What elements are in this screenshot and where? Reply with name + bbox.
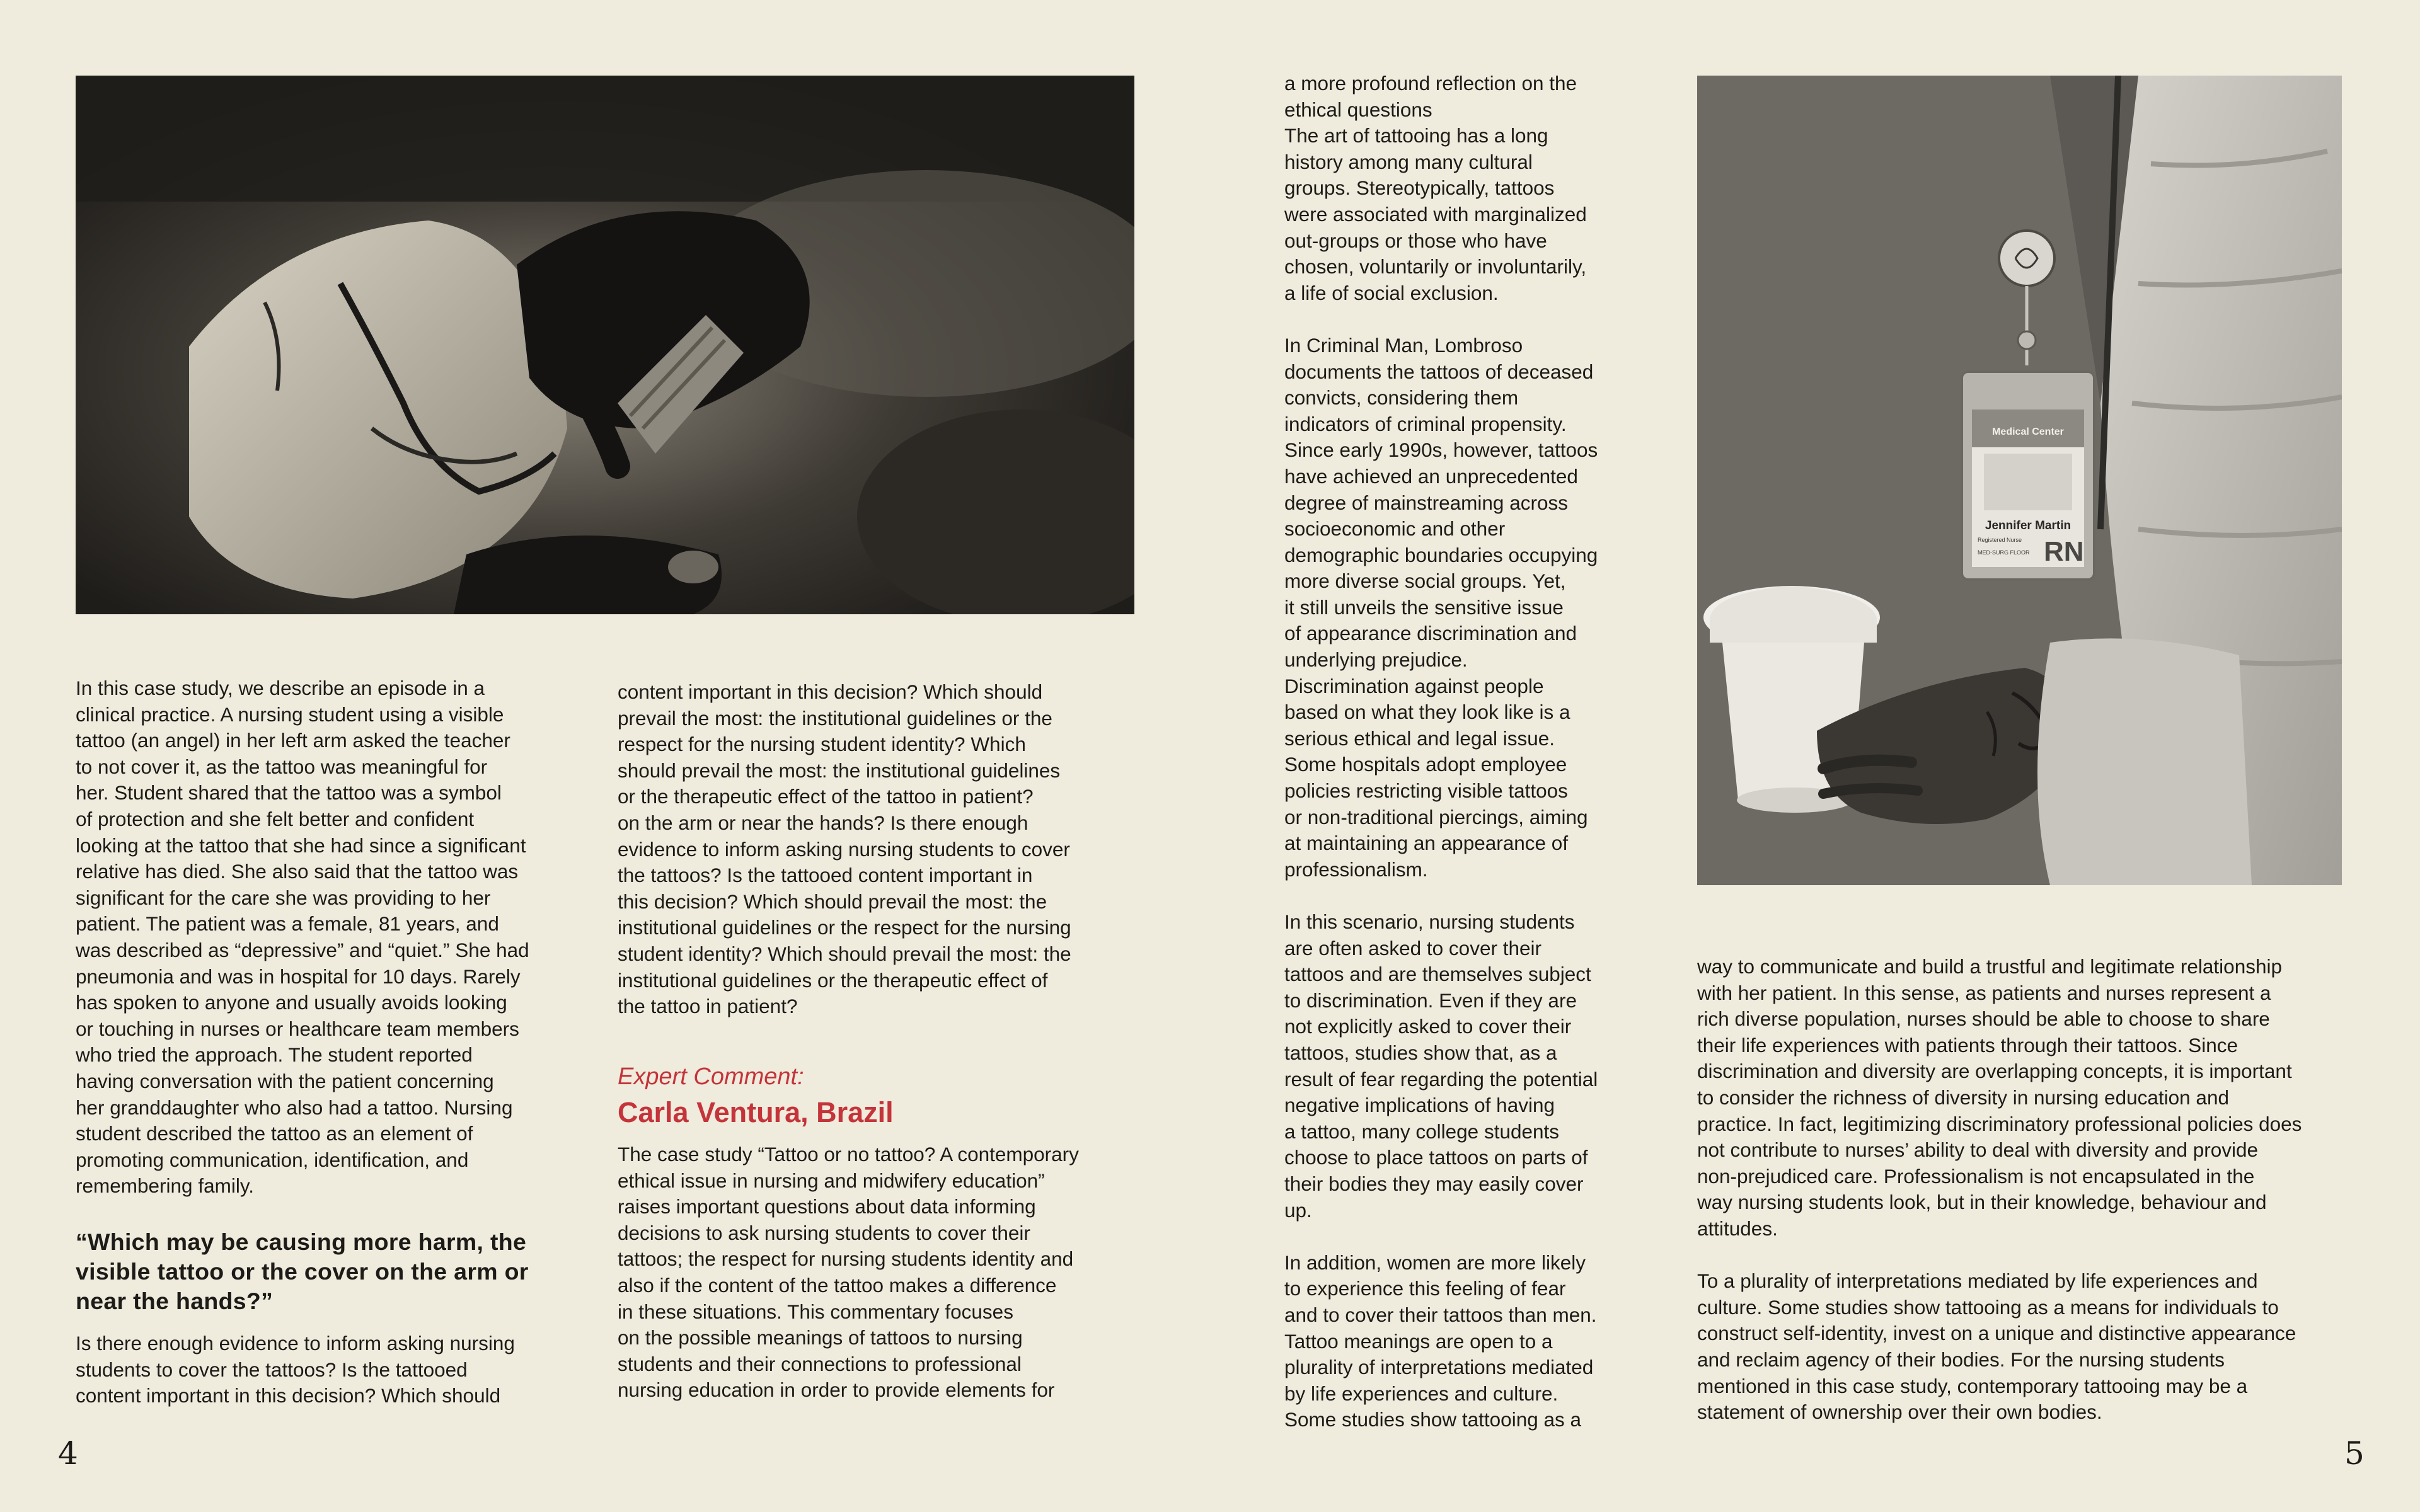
nurse-badge-photo: [1697, 76, 2342, 885]
case-study-intro: In this case study, we describe an episode in a clinical practice. A nursing student using a visible tattoo (an angel) in her left arm asked the teacher to not cover it, as the tattoo was meaningful for her. Student shared that the tattoo was a symbol of protection and she felt better and confident looking at the tattoo that she had since a significant relative has died. She also said that the tattoo was significant for the care she was providing to her patient. The patient was a female, 81 years, and was described as “depressive” and “quiet.” She had pneumonia and was in hospital for 10 days. Rarely has spoken to anyone and usually avoids looking or touching in nurses or healthcare team members who tried the approach. The student reported having conversation with the patient concerning her granddaughter who also had a tattoo. Nursing student described the tattoo as an element of promoting communication, identification, and remembering family.: [76, 677, 529, 1198]
diversity-text: way to communicate and build a trustful and legitimate relationship with her patient. In this sense, as patients and nurses represent a rich diverse population, nurses should be able to choose to share their life experiences with patients through their tattoos. Since discrimination and diversity are overlapping concepts, it is important to consider the richness of diversity in nursing education and practice. In fact, legitimizing discriminatory professional policies does not contribute to nurses’ ability to deal with diversity and provide non-prejudiced care. Professionalism is not encapsulated in the way nursing students look, but in their knowledge, behaviour and attitudes. To a plurality of interpretations mediated by life experiences and culture. Some studies show tattooing as a means for individuals to construct self-identity, invest on a unique and distinctive appearance and reclaim agency of their bodies. For the nursing students mentioned in this case study, contemporary tattooing may be a statement of ownership over their own bodies.: [1697, 955, 2302, 1424]
tattoo-artist-photo: [76, 76, 1134, 614]
page-number-left: 4: [58, 1435, 78, 1472]
badge-credential: RN: [2044, 536, 2084, 567]
expert-name-heading: Carla Ventura, Brazil: [618, 1096, 894, 1128]
after-quote-text: Is there enough evidence to inform asking nursing students to cover the tattoos? Is the tattooed content important in this decision? Which should: [76, 1332, 515, 1407]
badge-name: Jennifer Martin: [1985, 519, 2071, 532]
badge-header: Medical Center: [1992, 427, 2064, 437]
expert-comment-text: The case study “Tattoo or no tattoo? A contemporary ethical issue in nursing and midwifery education” raises important questions about data informing decisions to ask nursing students to cover their tattoos; the respect for nursing students identity and also if the content of the tattoo makes a difference in these situations. This commentary focuses on the possible meanings of tattoos to nursing students and their connections to professional nursing education in order to provide elements for: [618, 1143, 1079, 1402]
badge-role: Registered Nurse: [1978, 537, 2022, 543]
expert-comment-label: Expert Comment:: [618, 1063, 804, 1090]
badge-unit: MED-SURG FLOOR: [1978, 549, 2030, 556]
page-number-right: 5: [2344, 1435, 2365, 1472]
pull-quote: “Which may be causing more harm, the visible tattoo or the cover on the arm or near the hands?”: [76, 1228, 529, 1314]
tattoo-history-text: a more profound reflection on the ethical questions The art of tattooing has a long history among many cultural groups. Stereotypically, tattoos were associated with marginalized out-groups or those who have chosen, voluntarily or involuntarily, a life of social exclusion. In Criminal Man, Lombroso documents the tattoos of deceased convicts, considering them indicators of criminal propensity. Since early 1990s, however, tattoos have achieved an unprecedented degree of mainstreaming across socioeconomic and other demographic boundaries occupying more diverse social groups. Yet, it still unveils the sensitive issue of appearance discrimination and underlying prejudice. Discrimination against people based on what they look like is a serious ethical and legal issue. Some hospitals adopt employee policies restricting visible tattoos or non-traditional piercings, aiming at maintaining an appearance of professionalism. In this scenario, nursing students are often asked to cover their tattoos and are themselves subject to discrimination. Even if they are not explicitly asked to cover their tattoos, studies show that, as a result of fear regarding the potential negative implications of having a tattoo, many college students choose to place tattoos on parts of their bodies they may easily cover up. In addition, women are more likely to experience this feeling of fear and to cover their tattoos than men. Tattoo meanings are open to a plurality of interpretations mediated by life experiences and culture. Some studies show tattooing as a: [1284, 72, 1598, 1431]
questions-text: content important in this decision? Which should prevail the most: the institutional guidelines or the respect for the nursing student identity? Which should prevail the most: the institutional guidelines or the therapeutic effect of the tattoo in patient? on the arm or near the hands? Is there enough evidence to inform asking nursing students to cover the tattoos? Is the tattooed content important in this decision? Which should prevail the most: the institutional guidelines or the respect for the nursing student identity? Which should prevail the most: the institutional guidelines or the therapeutic effect of the tattoo in patient?: [618, 680, 1071, 1018]
